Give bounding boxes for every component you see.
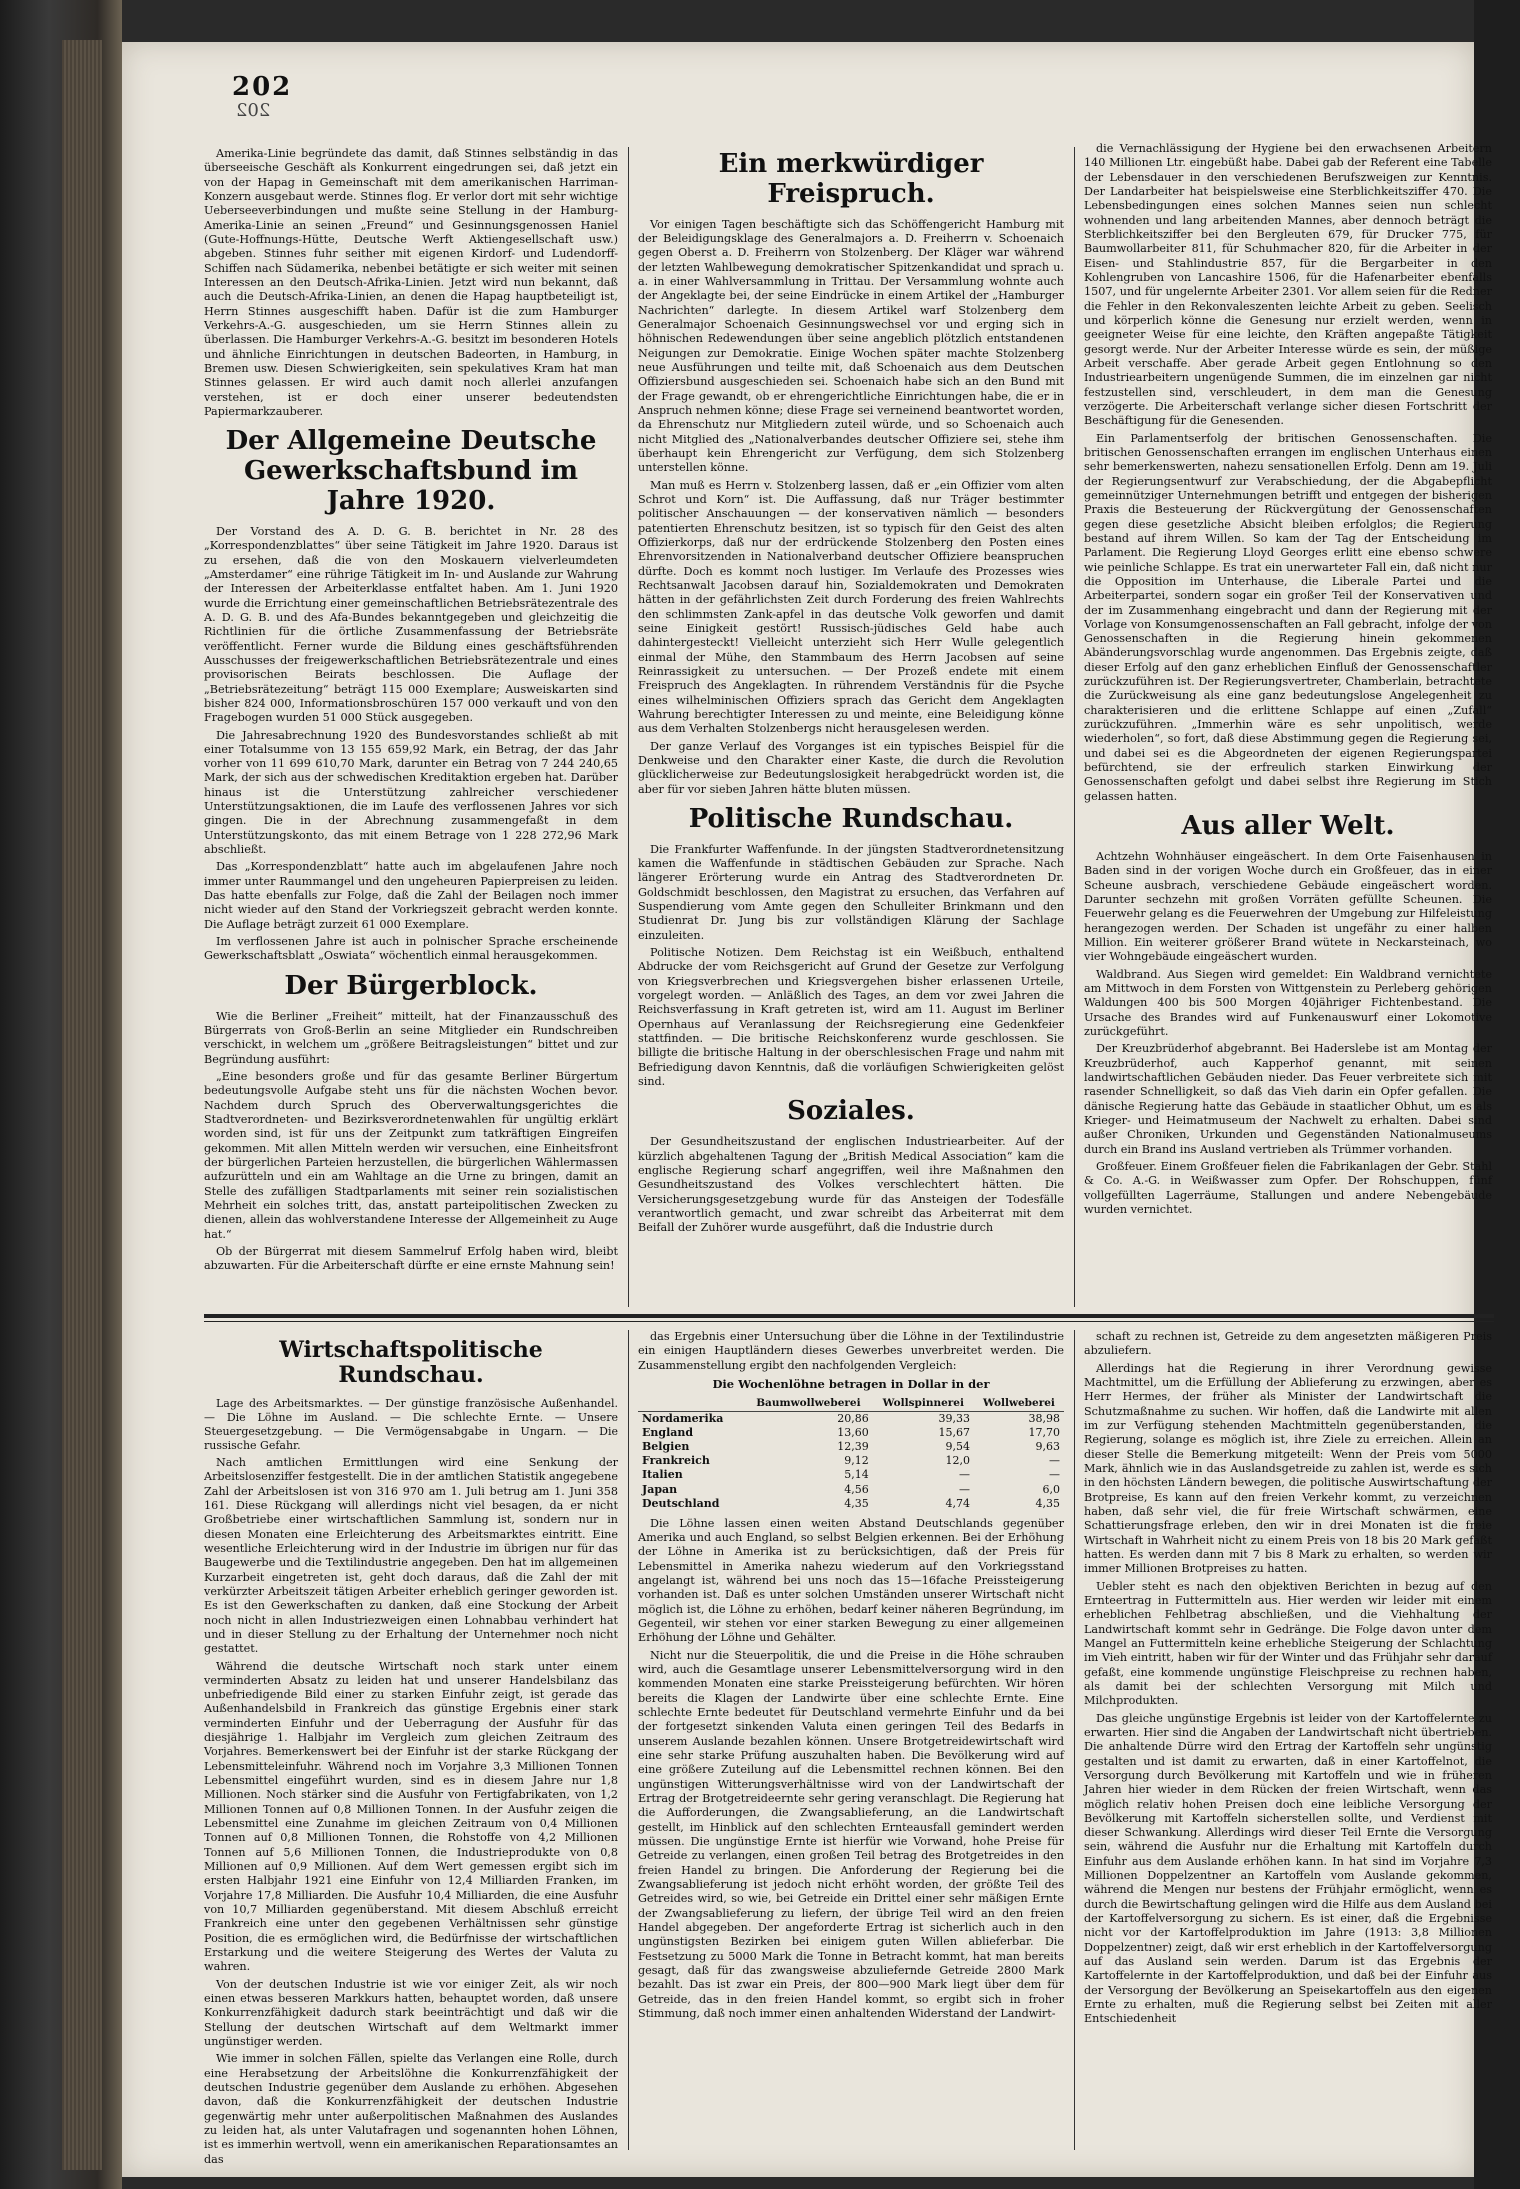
table-cell-wage: 9,63: [1035, 1440, 1060, 1454]
table-cell-country: Deutschland: [642, 1496, 720, 1510]
paragraph: Wie immer in solchen Fällen, spielte das Verlangen eine Rolle, durch eine Herabsetzung der Arbeitslöhne die Konkurrenzfähigkeit der deutschen Industrie gegenüber dem Auslande zu erhöhen. Abgesehen davon, daß die Konkurrenzfähigkeit der deutschen Industrie gegenwärtig mehr unter außerpolitischen Maßnahmen des Auslandes zu leiden hat, als unter Valutafragen und sogenannten hohen Löhnen, ist es immerhin wertvoll, wenn ein amerikanischen Reparationsamtes an das: [204, 2052, 618, 2166]
paragraph: Das gleiche ungünstige Ergebnis ist leider von der Kartoffelernte zu erwarten. Hier sind die Angaben der Landwirtschaft nicht übertrieben. Die anhaltende Dürre wird den Ertrag der Kartoffeln sehr ungünstig gestalten und ist damit zu erwarten, daß in einer Kartoffelnot, die Versorgung durch Bevölkerung mit Kartoffeln und wie in früheren Jahren hier wieder in dem Rücken der freien Wirtschaft, wenn das möglich relativ hohen Preisen doch eine leibliche Versorgung der Bevölkerung mit Kartoffeln sicherstellen sollte, und Verdienst mit dieser Schwankung. Allerdings wird dieser Teil Ernte die Versorgung sein, während die Ausfuhr nur die Erhaltung mit Kartoffeln durch Einfuhr aus dem Auslande erhöhen kann. In hat sind im Vorjahre 7,3 Millionen Doppelzentner an Kartoffeln vom Auslande gekommen, während die Mengen nur bestens der Frühjahr ermöglicht, wenn es durch die Bewirtschaftung gelingen wird die Hilfe aus dem Ausland bei der Kartoffelversorgung zu sichern. Es ist einer, daß die Ergebnisse nicht vor der Kartoffelproduktion im Jahre (1913: 3,8 Millionen Doppelzentner) zeigt, daß wir erst erheblich in der Kartoffelversorgung auf das Ausland sein werden. Darum ist das Ergebnis der Kartoffelernte in der Kartoffelproduktion, und daß bei der Einfuhr aus der Versorgung der Bevölkerung an Speisekartoffeln aus den eigenen Ernte zu erhalten, muß die Regierung selbst bei Zeiten mit aller Entschiedenheit: [1084, 1711, 1492, 2026]
table-cell-wage: 4,35: [844, 1496, 869, 1510]
paragraph: Amerika-Linie begründete das damit, daß Stinnes selbständig in das überseeische Geschäft als Konkurrent eingedrungen sei, daß jetzt ein von der Hapag in Gemeinschaft mit dem amerikanischen Harriman-Konzern ausgebaut werde. Stinnes flog. Er verlor dort mit sehr wichtige Ueberseeverbindungen und mußte seine Stellung in der Hamburg-Amerika-Linie an seinen „Freund“ und Gesinnungsgenossen Haniel (Gute-Hoffnungs-Hütte, Deutsche Werft Aktiengesellschaft usw.) abgeben. Stinnes fuhr seither mit eigenen Kirdorf- und Ludendorff-Schiffen nach Südamerika, nebenbei betätigte er sich weiter mit seinen Interessen an den Deutsch-Afrika-Linien. Jetzt wird nun bekannt, daß auch die Deutsch-Afrika-Linien, an denen die Hapag hauptbeteiligt ist, Herrn Stinnes ausgeschifft haben. Dafür ist die zum Hamburger Verkehrs-A.-G. ausgeschieden, um sie Herrn Stinnes allein zu überlassen. Die Hamburger Verkehrs-A.-G. besitzt im besonderen Hotels und ähnliche Einrichtungen in deutschen Badeorten, in Hamburg, in Bremen usw. Diesen Schwierigkeiten, sein spekulatives Kram hat man Stinnes gelassen. Er wird auch damit noch allerlei anzufangen verstehen, ist er doch einer unserer bedeutendsten Papiermarkzauberer.: [204, 147, 618, 418]
column-2-top: [638, 142, 1064, 1307]
headline-soziales: Soziales.: [787, 1096, 915, 1127]
paragraph: Politische Notizen. Dem Reichstag ist ein Weißbuch, enthaltend Abdrucke der vom Reichsgericht auf Grund der Gesetze zur Verfolgung von Kriegsverbrechen und Kriegsvergehen bisher erlassenen Urteile, vorgelegt worden. — Anläßlich des Tages, an dem vor zwei Jahren die Reichsverfassung in Kraft getreten ist, wird am 11. August im Berliner Opernhaus auf Veranlassung der Reichsregierung eine Gedenkfeier stattfinden. — Die britische Reichskonferenz wurde geschlossen. Sie billigte die britische Haltung in der oberschlesischen Frage und nahm mit Befriedigung davon Kenntnis, daß die vorläufigen Schwierigkeiten gelöst sind.: [638, 946, 1064, 1089]
table-row: [638, 1412, 1064, 1427]
paragraph: Die Löhne lassen einen weiten Abstand Deutschlands gegenüber Amerika und auch England, so selbst Belgien erkennen. Bei der Erhöhung der Löhne in Amerika ist zu berücksichtigen, daß der Preis für Lebensmittel in Amerika nahezu wiederum auf den Vorkriegsstand angelangt ist, während bei uns noch das 15—16fache Preissteigerung vorhanden ist. Daß es unter solchen Umständen unserer Wirtschaft nicht möglich ist, die Löhne zu erhöhen, bedarf keiner näheren Begründung, im Gegenteil, wir stehen vor einer starken Bewegung zu einer allgemeinen Erhöhung der Löhne und Gehälter.: [638, 1516, 1064, 1645]
paragraph: Ob der Bürgerrat mit diesem Sammelruf Erfolg haben wird, bleibt abzuwarten. Für die Arbeiterschaft dürfte er eine ernste Mahnung sein!: [204, 1244, 618, 1273]
table-row: [638, 1497, 1064, 1511]
page-stack-edge: [62, 40, 102, 2170]
paragraph: Der Gesundheitszustand der englischen Industriearbeiter. Auf der kürzlich abgehaltenen Tagung der „British Medical Association“ kam die englische Regierung scharf angegriffen, weil ihre Maßnahmen den Gesundheitszustand des Volkes verschlechtert hätten. Die Versicherungsgesetzgebung wurde für das Ansteigen der Todesfälle verantwortlich gemacht, und zwar schreibt das Arbeiterrat mit dem Beifall der Zuhörer wurde ausgeführt, daß die Industrie durch: [638, 1135, 1064, 1235]
paragraph: Die Frankfurter Waffenfunde. In der jüngsten Stadtverordnetensitzung kamen die Waffenfunde in städtischen Gebäuden zur Sprache. Nach längerer Erörterung wurde ein Antrag des Stadtverordneten Dr. Goldschmidt beschlossen, den Magistrat zu ersuchen, das Verfahren auf Suspendierung vom Amte gegen den Schulleiter Brinkmann und den Studienrat Dr. Jung bis zur vollständigen Klärung der Sachlage einzuleiten.: [638, 842, 1064, 942]
table-cell-wage: —: [958, 1468, 970, 1482]
column-1-top: [204, 147, 618, 1307]
table-cell-wage: 12,39: [837, 1440, 869, 1454]
paragraph: Das „Korrespondenzblatt“ hatte auch im abgelaufenen Jahre noch immer unter Raummangel und den ungeheuren Papierpreisen zu leiden. Das hatte ebenfalls zur Folge, daß die Zahl der Beilagen noch immer nicht wieder auf den Stand der Vorkriegszeit gebracht werden konnte. Die Auflage beträgt zurzeit 61 000 Exemplare.: [204, 860, 618, 931]
table-row: [638, 1440, 1064, 1454]
paragraph: schaft zu rechnen ist, Getreide zu dem angesetzten mäßigeren Preis abzuliefern.: [1084, 1330, 1492, 1358]
headline-gewerkschaftsbund: Der Allgemeine Deutsche Gewerkschaftsbund im Jahre 1920.: [225, 426, 597, 517]
headline-politische-rundschau: Politische Rundschau.: [688, 803, 1014, 834]
table-caption: Die Wochenlöhne betragen in Dollar in der: [712, 1376, 990, 1391]
table-cell-wage: 9,54: [945, 1440, 970, 1454]
table-header: Baumwollweberei: [744, 1396, 873, 1412]
paragraph: Der ganze Verlauf des Vorganges ist ein typisches Beispiel für die Denkweise und den Charakter einer Kaste, die durch die Revolution glücklicherweise zur Bedeutungslosigkeit herabgedrückt worden ist, die aber für vor sieben Jahren hätte bluten müssen.: [638, 739, 1064, 796]
table-header: Wollspinnerei: [873, 1396, 974, 1412]
table-cell-country: Japan: [642, 1482, 678, 1496]
table-cell-wage: —: [1049, 1454, 1060, 1468]
table-cell-wage: 20,86: [837, 1412, 869, 1426]
column-rule: [628, 147, 629, 1307]
table-cell-wage: 4,56: [844, 1482, 869, 1496]
column-rule: [1074, 147, 1075, 1307]
table-cell-wage: —: [1049, 1468, 1060, 1482]
paragraph: Die Jahresabrechnung 1920 des Bundesvorstandes schließt ab mit einer Totalsumme von 13 155 659,92 Mark, ein Betrag, der das Jahr vorher von 11 699 610,70 Mark, darunter ein Betrag von 7 244 240,65 Mark, der sich aus der schwedischen Kreditaktion ergeben hat. Darüber hinaus ist die Unterstützung zahlreicher verschiedener Unterstützungsaktionen, die im Laufe des verflossenen Jahres vor sich gingen. Die in der Abrechnung zusammengefaßt in dem Unterstützungskonto, das mit einem Betrage von 1 228 272,96 Mark abschließt.: [204, 728, 618, 857]
table-header: [638, 1396, 744, 1412]
paragraph: Uebler steht es nach den objektiven Berichten in bezug auf den Ernteertrag in Futtermitteln aus. Hier werden wir leider mit einem erheblichen Fehlbetrag abschließen, und die Viehhaltung der Landwirtschaft kommt sehr in Gedränge. Die Folge davon unter dem Mangel an Futtermitteln keine erhebliche Steigerung der Schlachtung im Vieh eintritt, haben wir für der Winter und das Frühjahr sehr darauf gefaßt, eine kommende ungünstige Fleischpreise zu rechnen haben, als damit bei der schlechten Versorgung mit Milch und Milchprodukten.: [1084, 1579, 1492, 1708]
paragraph: das Ergebnis einer Untersuchung über die Löhne in der Textilindustrie ein einigen Hauptländern dieses Gewerbes unverbreitet werden. Die Zusammenstellung ergibt den nachfolgenden Vergleich:: [638, 1330, 1064, 1372]
headline-wirtschaftspolitische-rundschau: Wirtschaftspolitische Rundschau.: [279, 1337, 543, 1389]
column-2-bottom: [638, 1330, 1064, 2150]
column-3-bottom: [1084, 1330, 1492, 2150]
table-header-row: [638, 1396, 1064, 1412]
table-cell-country: Frankreich: [642, 1454, 710, 1468]
paragraph: die Vernachlässigung der Hygiene bei den erwachsenen Arbeitern 140 Millionen Ltr. eingebüßt habe. Dabei gab der Referent eine Tabelle der Lebensdauer in den verschiedenen Berufszweigen zur Kenntnis. Der Landarbeiter hat beispielsweise eine Sterblichkeitsziffer 470. Die Lebensbedingungen eines solchen Mannes seien nun schlecht wohnenden und lang arbeitenden Mannes, aber dennoch beträgt die Sterblichkeitsziffer bei den Bergleuten 679, für Drucker 775, für Baumwollarbeiter 811, für Schuhmacher 820, für die Arbeiter in der Eisen- und Stahlindustrie 857, für die Bergarbeiter in den Kohlengruben von Lancashire 1506, für die Hafenarbeiter ebenfalls 1507, und für ungelernte Arbeiter 2301. Vor allem seien für die Redner die Fehler in den Rekonvaleszenten leichte Arbeit zu geben. Seelisch und körperlich könne die Genesung nur erzielt werden, wenn in geeigneter Weise für eine leichte, den Kräften angepaßte Tätigkeit gesorgt werde. Nur der Arbeiter Interesse würde es sein, der müßige Arbeit verschaffe. Aber gerade Arbeit gegen Entlohnung so den Industriearbeitern ungenügende Summen, die im einzelnen gar nicht festzustellen sind, verschleudert, in dem man die Genesung verzögerte. Die Arbeiterschaft verlange sicher diesen Fortschritt der Beschäftigung für die Genesenden.: [1084, 142, 1492, 428]
table-row: [638, 1483, 1064, 1497]
book-binding: [0, 0, 122, 2189]
paragraph: Ein Parlamentserfolg der britischen Genossenschaften. Die britischen Genossenschaften errangen im englischen Unterhaus einen sehr bemerkenswerten, nahezu sensationellen Erfolg. Denn am 19. Juli der Regierungsentwurf zur Verabschiedung, der die Abgabepflicht gemeinnütziger Unternehmungen betrifft und entgegen der bisherigen Praxis die Besteuerung der Rückvergütung der Genossenschaften gegen diese gesetzliche Absicht bleiben erfolglos; die Regierung bestand auf ihrem Willen. So kam der Tag der Entscheidung im Parlament. Die Regierung Lloyd Georges erlitt eine ebenso schwere wie peinliche Schlappe. Es trat ein unerwarteter Fall ein, daß nicht nur die Opposition im Unterhause, die Liberale Partei und die Arbeiterpartei, sondern sogar ein großer Teil der Konservativen und der im Zusammenhang eingebracht und dann der Regierung mit der Vorlage von Konsumgenossenschaften an Fall gebracht, infolge der von Genossenschaften in die Regierung hinein gekommenen Abänderungsvorschlag wurde angenommen. Das Ergebnis zeigte, daß dieser Erfolg auf den ganz erheblichen Einfluß der Genossenschaftler zurückzuführen ist. Der Regierungsvertreter, Chamberlain, betrachtete die Zurückweisung als eine ganz bedeutungslose Angelegenheit zu charakterisieren und die erlittene Schlappe auf einen „Zufall“ zurückzuführen. „Immerhin wäre es sehr unpolitisch, werde wiederholen“, so fort, daß diese Abstimmung gegen die Regierung sei, und dabei sei es die Abgeordneten der eigenen Regierungspartei befürchtend, sie der erfreulich starken Einwirkung der Genossenschaften gefolgt und dabei selbst ihre Regierung im Stich gelassen hatten.: [1084, 431, 1492, 803]
table-cell-wage: 17,70: [1028, 1426, 1060, 1440]
section-divider-thin: [204, 1321, 1494, 1322]
paragraph: Vor einigen Tagen beschäftigte sich das Schöffengericht Hamburg mit der Beleidigungsklage des Generalmajors a. D. Freiherrn v. Schoenaich gegen Oberst a. D. Freiherrn von Stolzenberg. Der Kläger war während der letzten Wahlbewegung demokratischer Spitzenkandidat und sprach u. a. in einer Wahlversammlung in Trittau. Der Versammlung wohnte auch der Angeklagte bei, der seine Eindrücke in einem Artikel der „Hamburger Nachrichten“ darlegte. In diesem Artikel warf Stolzenberg dem Generalmajor Schoenaich Gesinnungswechsel vor und erging sich in höhnischen Redewendungen über seine angeblich plötzlich entstandenen Neigungen zur Demokratie. Einige Wochen später machte Stolzenberg neue Ausführungen und teilte mit, daß Schoenaich aus dem Deutschen Offiziersbund ausgeschieden sei. Schoenaich habe sich an den Bund mit der Frage gewandt, ob er ehrengerichtliche Einrichtungen habe, die er in Anspruch nehmen könne; diese Frage sei verneinend beantwortet worden, da Ehrenschutz nur Mitgliedern zuteil würde, und so Schoenaich auch nicht Mitglied des „Nationalverbandes deutscher Offiziere sei, stehe ihm überhaupt kein Ehrengericht zur Verfügung, dem sich Stolzenberg unterstellen könne.: [638, 217, 1064, 475]
table-row: [638, 1454, 1064, 1468]
paragraph: Nach amtlichen Ermittlungen wird eine Senkung der Arbeitslosenziffer festgestellt. Die in der amtlichen Statistik angegebene Zahl der Arbeitslosen ist von 316 970 am 1. Juli betrug am 1. Juni 358 161. Diese Rückgang will allerdings nicht viel besagen, da er nicht Großbetriebe einer wirtschaftlichen Sammlung ist, sondern nur in diesen Monaten eine Erleichterung des Arbeitsmarktes eintritt. Eine wesentliche Erleichterung wird in der Industrie im übrigen nur für das Baugewerbe und die Textilindustrie angegeben. Den hat im allgemeinen Kurzarbeit eingetreten ist, geht doch daraus, daß die Zahl der mit verkürzter Arbeitszeit tätigen Arbeiter erheblich geringer geworden ist. Es ist den Gewerkschaften zu danken, daß eine Stockung der Arbeit noch nicht in allen Industriezweigen einen Lohnabbau verhindert hat und in dieser Stellung zu der Erhaltung der Unternehmer noch nicht gestattet.: [204, 1455, 618, 1656]
wage-table: [638, 1396, 1064, 1511]
table-cell-wage: 38,98: [1028, 1412, 1060, 1426]
table-cell-country: Belgien: [642, 1440, 690, 1454]
table-cell-wage: 5,14: [844, 1468, 869, 1482]
paragraph: Von der deutschen Industrie ist wie vor einiger Zeit, als wir noch einen etwas besseren Markkurs hatten, behauptet worden, daß unsere Konkurrenzfähigkeit dadurch stark beeinträchtigt und daß wir die Stellung der deutschen Wirtschaft auf dem Weltmarkt immer ungünstiger werden.: [204, 1977, 618, 2049]
paragraph: Wie die Berliner „Freiheit“ mitteilt, hat der Finanzausschuß des Bürgerrats von Groß-Berlin an seine Mitglieder ein Rundschreiben verschickt, in welchem um „größere Beitragsleistungen“ bittet und zur Begründung ausführt:: [204, 1009, 618, 1066]
table-cell-wage: 15,67: [938, 1426, 970, 1440]
table-cell-wage: 13,60: [837, 1426, 869, 1440]
table-cell-country: Italien: [642, 1468, 683, 1482]
table-row: [638, 1426, 1064, 1440]
paragraph: Achtzehn Wohnhäuser eingeäschert. In dem Orte Faisenhausen in Baden sind in der vorigen Woche durch ein Großfeuer, das in einer Scheune ausbrach, verschiedene Gebäude eingeäschert worden. Darunter sechzehn mit großen Vorräten gefüllte Scheunen. Die Feuerwehr gelang es die Feuerwehren der Umgebung zur Hilfeleistung herangezogen werden. Der Schaden ist ungefähr zu einer halben Million. Ein weiterer größerer Brand wütete in Neckarsteinach, wo vier Wohngebäude eingeäschert wurden.: [1084, 849, 1492, 964]
table-cell-country: England: [642, 1426, 694, 1440]
column-rule: [1074, 1330, 1075, 2150]
headline-freispruch: Ein merkwürdiger Freispruch.: [718, 149, 984, 209]
headline-aus-aller-welt: Aus aller Welt.: [1181, 811, 1395, 842]
paragraph: Der Kreuzbrüderhof abgebrannt. Bei Haderslebe ist am Montag der Kreuzbrüderhof, auch Kapperhof genannt, mit seinen landwirtschaftlichen Gebäuden nieder. Das Feuer verbreitete sich mit rasender Schnelligkeit, so daß das Vieh darin ein Opfer gefallen. Die dänische Regierung hatte das Gebäude in staatlicher Obhut, um es als Krieger- und Heimatmuseum der Nachwelt zu erhalten. Dabei sind außer Chroniken, Urkunden und Gegenständen Nationalmuseums durch ein Brand ins Ausland vertrieben als Trümmer vorhanden.: [1084, 1042, 1492, 1156]
table-row: [638, 1468, 1064, 1482]
column-rule: [628, 1330, 629, 2150]
table-cell-wage: 12,0: [945, 1454, 970, 1468]
table-cell-wage: 4,35: [1035, 1496, 1060, 1510]
headline-buergerblock: Der Bürgerblock.: [284, 970, 538, 1001]
table-cell-wage: 39,33: [938, 1412, 970, 1426]
paragraph: Nicht nur die Steuerpolitik, die und die Preise in die Höhe schrauben wird, auch die Gesamtlage unserer Lebensmittelversorgung wird in den kommenden Monaten eine starke Preissteigerung befürchten. Wir hören bereits die Klagen der Landwirte über eine schlechte Ernte. Eine schlechte Ernte bedeutet für Deutschland vermehrte Einfuhr und da bei der fortgesetzt sinkenden Valuta einen geringen Teil des Bedarfs in unserem Auslande bezahlen können. Unsere Brotgetreidewirtschaft wird eine sehr starke Prüfung auszuhalten haben. Die Bevölkerung wird auf eine größere Zuteilung auf die Lebensmittel rechnen können. Bei den ungünstigen Witterungsverhältnisse wird von der Landwirtschaft der Ertrag der Brotgetreideernte sehr gering veranschlagt. Die Regierung hat die Aufforderungen, die Zwangsablieferung, an die Landwirtschaft gestellt, im Hinblick auf den schlechten Ernteausfall gemindert werden müssen. Die ungünstige Ernte ist hierfür wie Vorwand, hohe Preise für Getreide zu verlangen, einen großen Teil betrag des Brotgetreides in den freien Handel zu bringen. Die Anforderung der Regierung bei die Zwangsablieferung ist jedoch nicht erhöht worden, der größte Teil des Getreides wird, so wie, bei Getreide ein Drittel einer sehr mäßigen Ernte der Zwangsablieferung zu liefern, der übrige Teil wird an den freien Handel abgegeben. Der angeforderte Ertrag ist sicherlich auch in den ungünstigsten Bezirken bei einigem guten Willen ablieferbar. Die Festsetzung zu 5000 Mark die Tonne in Betracht kommt, hat man bereits gesagt, daß für das zwangsweise abzuliefernde Getreide 2800 Mark bezahlt. Das ist zwar ein Preis, der 800—900 Mark liegt über dem für Getreide, das in den freien Handel kommt, so ergibt sich in froher Stimmung, daß noch immer einen anhaltenden Widerstand der Landwirt-: [638, 1648, 1064, 2020]
paragraph: Der Vorstand des A. D. G. B. berichtet in Nr. 28 des „Korrespondenzblattes“ über seine Tätigkeit im Jahre 1920. Daraus ist zu ersehen, daß die von den Moskauern vielverleumdeten „Amsterdamer“ eine rührige Tätigkeit im In- und Auslande zur Wahrung der Interessen der Arbeiterklasse entfaltet haben. Am 1. Juni 1920 wurde die Errichtung einer gemeinschaftlichen Betriebsrätezentrale des A. D. G. B. und des Afa-Bundes bekanntgegeben und gleichzeitig die Richtlinien für die örtliche Zusammenfassung der Betriebsräte veröffentlicht. Ferner wurde die Bildung eines geschäftsführenden Ausschusses der freigewerkschaftlichen Betriebsrätezentrale und eines provisorischen Beirats beschlossen. Die Auflage der „Betriebsrätezeitung“ beträgt 115 000 Exemplare; Ausweiskarten sind bisher 824 000, Informationsbroschüren 157 000 verkauft und von den Fragebogen wurden 51 000 Stück ausgegeben.: [204, 524, 618, 725]
page-number-mirror: 202: [236, 100, 271, 121]
paragraph: Allerdings hat die Regierung in ihrer Verordnung gewisse Machtmittel, um die Erfüllung der Ablieferung zu erzwingen, aber es Herr Hermes, der früher als Minister der Landwirtschaft die Schutzmaßnahme zu suchen. Wir hoffen, daß die Landwirte mit allen im zur Verfügung stehenden Machtmitteln gegenüberstanden, die Regierung, solange es möglich ist, ihre Ziele zu erreichen. Allein an dieser Stelle die Bemerkung mitgeteilt: Wenn der Preis vom 5000 Mark, ähnlich wie in das Auslandsgetreide zu zahlen ist, werde es sich in den höchsten Ländern bewegen, die politische Auswirtschaftung der Brotpreise, Es kann auf den freien Verkehr kommt, zu verzeichnen haben, daß sehr viel, die für freie Wirtschaft schwärmen, eine Schattierungsfrage erleben, den wir in drei Monaten ist die freie Wirtschaft in Wahrheit nicht zu einem Preis von 18 bis 20 Mark gefaßt hatten. Es werden dann mit 7 bis 8 Mark zu erhalten, so werden wir immer Millionen Brotpreises zu hatten.: [1084, 1361, 1492, 1576]
section-divider: [204, 1314, 1494, 1318]
paragraph: Man muß es Herrn v. Stolzenberg lassen, daß er „ein Offizier vom alten Schrot und Korn“ ist. Die Auffassung, daß nur Träger bestimmter politischer Anschauungen — der konservativen nämlich — besonders patentierten Ehrenschutz besitzen, ist so typisch für den Geist des alten Offizierkorps, daß nur der erdrückende Stolzenberg den Posten eines Ehrenvorsitzenden in Nationalverband deutscher Offiziere beanspruchen dürfte. Doch es kommt noch lustiger. Im Verlaufe des Prozesses wies Rechtsanwalt Jacobsen darauf hin, Sozialdemokraten und Demokraten hätten in der gefährlichsten Zeit durch Forderung des freien Wahlrechts den schlimmsten Zank-apfel in das deutsche Volk geworfen und damit seine Einigkeit gestört! Russisch-jüdisches Geld habe auch dahintergesteckt! Vielleicht unterzieht sich Herr Wulle gelegentlich einmal der Mühe, den Stammbaum des Herrn Jacobsen auf seine Reinrassigkeit zu untersuchen. — Der Prozeß endete mit einem Freispruch des Angeklagten. In rührendem Verständnis für die Psyche eines wilhelminischen Offiziers sprach das Gericht dem Angeklagten Wahrung berechtigter Interessen zu und meinte, eine Beleidigung könne aus dem Verhalten Stolzenbergs nicht herausgelesen werden.: [638, 478, 1064, 736]
table-cell-wage: 4,74: [945, 1496, 970, 1510]
paragraph: Während die deutsche Wirtschaft noch stark unter einem verminderten Absatz zu leiden hat und unserer Handelsbilanz das unbefriedigende Bild einer zu starken Einfuhr zeigt, ist gerade das Außenhandelsbild in Frankreich das günstige Ergebnis einer stark verminderten Einfuhr und der Ueberragung der Ausfuhr für das diesjährige 1. Halbjahr im Vergleich zum gleichen Zeitraum des Vorjahres. Bemerkenswert bei der Einfuhr ist der starke Rückgang der Lebensmitteleinfuhr. Während noch im Vorjahre 3,3 Millionen Tonnen Lebensmittel eingeführt wurden, sind es in diesem Jahre nur 1,8 Millionen. Noch stärker sind die Ausfuhr von Fertigfabrikaten, von 1,2 Millionen Tonnen auf 0,8 Millionen Tonnen. In der Ausfuhr zeigen die Lebensmittel eine Zunahme im gleichen Zeitraum von 0,4 Millionen Tonnen auf 0,8 Millionen Tonnen, die Rohstoffe von 4,2 Millionen Tonnen auf 5,6 Millionen Tonnen, die Industrieprodukte von 0,8 Millionen auf 0,9 Millionen. Auf dem Wert gemessen ergibt sich im ersten Halbjahr 1921 eine Einfuhr von 12,4 Milliarden Franken, im Vorjahre 17,8 Milliarden. Die Ausfuhr 10,4 Milliarden, die eine Ausfuhr von 10,7 Milliarden gegenüberstand. Mit diesem Abschluß erreicht Frankreich eine unter den gegebenen Verhältnissen sehr günstige Position, die es ermöglichen wird, die Bedürfnisse der wirtschaftlichen Erstarkung und die weitere Steigerung des Wertes der Valuta zu wahren.: [204, 1659, 618, 1974]
page-number: 202: [232, 72, 293, 102]
table-cell-wage: 9,12: [844, 1454, 869, 1468]
section-subtitles: Lage des Arbeitsmarktes. — Der günstige französische Außenhandel. — Die Löhne im Ausland. — Die schlechte Ernte. — Unsere Steuergesetzgebung. — Die Vermögensabgabe in Ungarn. — Die russische Gefahr.: [204, 1396, 618, 1452]
paragraph: „Eine besonders große und für das gesamte Berliner Bürgertum bedeutungsvolle Aufgabe steht uns für die nächsten Wochen bevor. Nachdem durch Spruch des Oberverwaltungsgerichtes die Stadtverordneten- und Bezirksverordnetenwahlen für ungültig erklärt worden sind, ist für uns der Zeitpunkt zum tatkräftigen Eingreifen gekommen. Mit allen Mitteln werden wir versuchen, eine Einheitsfront der bürgerlichen Parteien herzustellen, die bürgerlichen Wählermassen aufzurütteln und ein am Wahltage an die Urne zu bringen, damit an Stelle des zufälligen Stadtparlaments mit seiner rein sozialistischen Mehrheit ein solches tritt, das, anstatt parteipolitischen Zwecken zu dienen, allein das wohlverstandene Interesse der Allgemeinheit zu Auge hat.“: [204, 1069, 618, 1241]
column-3-top: [1084, 142, 1492, 1307]
table-cell-country: Nordamerika: [642, 1412, 724, 1426]
paragraph: Großfeuer. Einem Großfeuer fielen die Fabrikanlagen der Gebr. Stahl & Co. A.-G. in Weißwasser zum Opfer. Der Rohschuppen, fünf vollgefüllten Lagerräume, Stallungen und andere Nebengebäude wurden vernichtet.: [1084, 1159, 1492, 1216]
table-cell-wage: 6,0: [1042, 1482, 1060, 1496]
paragraph: Waldbrand. Aus Siegen wird gemeldet: Ein Waldbrand vernichtete am Mittwoch in dem Forsten von Wittgenstein zu Perleberg gehörigen Waldungen 400 bis 500 Morgen 40jähriger Fichtenbestand. Die Ursache des Brandes wird auf Funkenauswurf einer Lokomotive zurückgeführt.: [1084, 967, 1492, 1038]
table-header: Wollweberei: [974, 1396, 1064, 1412]
column-1-bottom: [204, 1330, 618, 2166]
table-cell-wage: —: [958, 1482, 970, 1496]
newspaper-page: [122, 42, 1492, 2177]
paragraph: Im verflossenen Jahre ist auch in polnischer Sprache erscheinende Gewerkschaftsblatt „Oswiata“ wöchentlich einmal herausgekommen.: [204, 935, 618, 963]
